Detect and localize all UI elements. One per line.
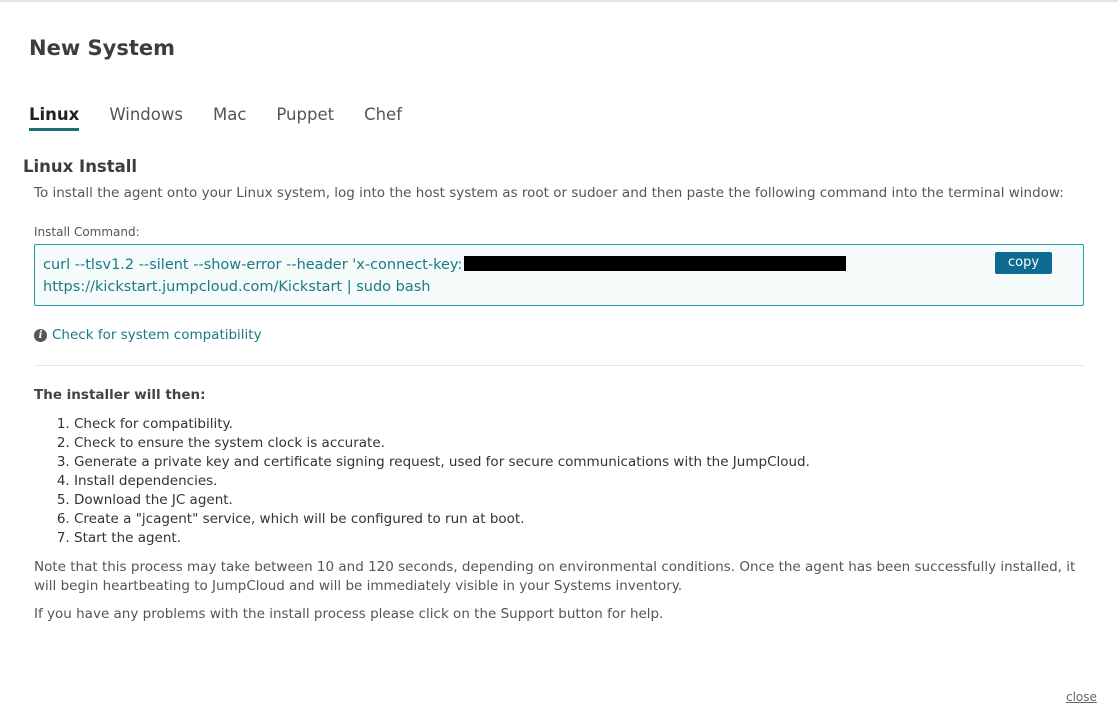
install-command-label: Install Command: — [34, 225, 140, 239]
installer-steps-title: The installer will then: — [34, 387, 206, 403]
install-intro: To install the agent onto your Linux system, log into the host system as root or sudoer and then paste the following command into the terminal window: — [34, 185, 1064, 201]
os-tabs — [29, 104, 432, 130]
section-divider — [34, 365, 1084, 366]
installer-steps-list — [34, 415, 810, 548]
list-item: 5. Download the JC agent. — [74, 491, 810, 510]
top-divider — [0, 0, 1118, 2]
install-command-line2: https://kickstart.jumpcloud.com/Kickstart | sudo bash — [43, 279, 431, 295]
tab-linux[interactable]: Linux — [29, 104, 79, 131]
close-link[interactable]: close — [1066, 690, 1097, 704]
redacted-connect-key — [464, 256, 846, 271]
list-item: 3. Generate a private key and certificate signing request, used for secure communications with the JumpCloud. — [74, 453, 810, 472]
check-compatibility-link[interactable]: Check for system compatibility — [52, 327, 262, 343]
support-help-text: If you have any problems with the install process please click on the Support button for help. — [34, 606, 664, 622]
list-item: 7. Start the agent. — [74, 529, 810, 548]
list-item: 1. Check for compatibility. — [74, 415, 810, 434]
tab-chef[interactable]: Chef — [364, 105, 403, 124]
list-item: 2. Check to ensure the system clock is accurate. — [74, 434, 810, 453]
info-icon: i — [34, 329, 47, 342]
compatibility-check — [34, 327, 262, 343]
install-command-line1: curl --tlsv1.2 --silent --show-error --header 'x-connect-key: — [43, 257, 463, 273]
copy-button[interactable]: copy — [995, 252, 1052, 274]
list-item: 6. Create a "jcagent" service, which will be configured to run at boot. — [74, 510, 810, 529]
dialog-title: New System — [29, 36, 176, 60]
install-command-box[interactable] — [34, 244, 1084, 306]
tab-windows[interactable]: Windows — [109, 105, 183, 124]
tab-puppet[interactable]: Puppet — [276, 105, 335, 124]
tab-mac[interactable]: Mac — [212, 105, 247, 124]
install-note: Note that this process may take between 10 and 120 seconds, depending on environmental conditions. Once the agent has been successfully installed, it will begin heartbeating to JumpCloud and will be immediately visible in your Systems inventory. — [34, 559, 1076, 594]
section-title: Linux Install — [23, 157, 138, 176]
list-item: 4. Install dependencies. — [74, 472, 810, 491]
install-command-text[interactable] — [43, 254, 943, 298]
